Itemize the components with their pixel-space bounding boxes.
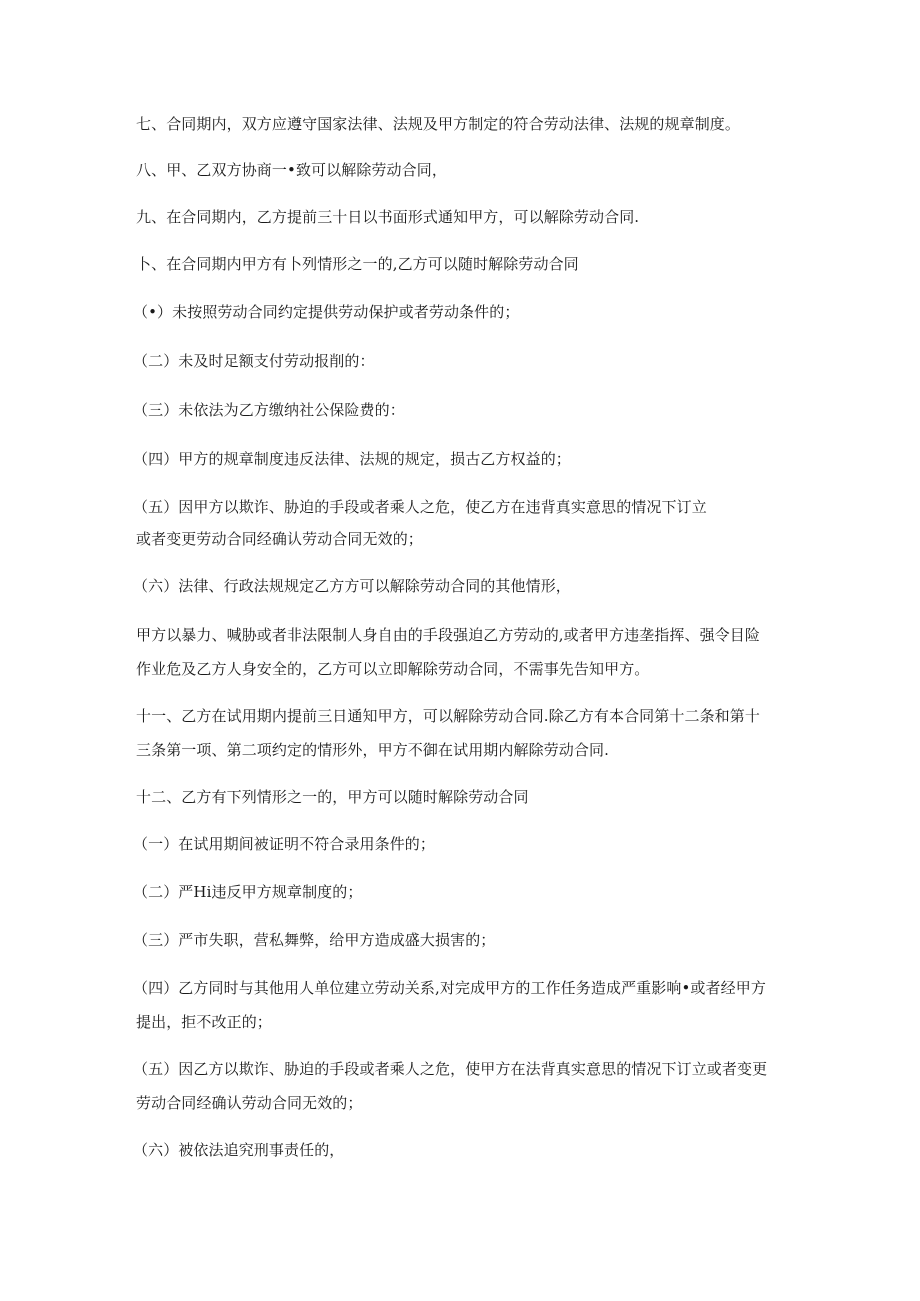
clause-10-item-4: （四）甲方的规章制度违反法律、法规的规定，损古乙方权益的； xyxy=(133,450,571,468)
clause-7: 七、合同期内，双方应遵守国家法律、法规及甲方制定的符合劳动法律、法规的规章制度。 xyxy=(136,115,741,133)
clause-10-paragraph-line-2: 作业危及乙方人身安全的，乙方可以立即解除劳动合同，不需事先告知甲方。 xyxy=(136,660,650,678)
clause-8: 八、甲、乙双方协商一•致可以解除劳动合同， xyxy=(136,161,447,179)
clause-10-paragraph-line-1: 甲方以暴力、喊胁或者非法限制人身自由的手段强迫乙方劳动的,或者甲方违垄指挥、强令目险 xyxy=(136,626,760,644)
clause-12-item-5-line-2: 劳动合同经确认劳动合同无效的； xyxy=(136,1094,363,1112)
clause-10-item-5-line-1: （五）因甲方以欺诈、胁迫的手段或者乘人之危，使乙方在违背真实意思的情况下订立 xyxy=(133,498,707,516)
clause-12-item-5-line-1: （五）因乙方以欺诈、胁迫的手段或者乘人之危，使甲方在法背真实意思的情况下订立或者变更 xyxy=(133,1060,768,1078)
clause-12-item-3: （三）严市失职，营私舞弊，给甲方造成盛大损害的； xyxy=(133,931,496,949)
clause-11-line-2: 三条第一项、第二项约定的情形外，甲方不御在试用期内解除劳动合同. xyxy=(136,741,609,759)
clause-12-item-6: （六）被依法追究刑事责任的， xyxy=(133,1141,345,1159)
clause-12-item-1: （一）在试用期间被证明不符合录用条件的； xyxy=(133,835,436,853)
clause-12-item-4-line-1: （四）乙方同时与其他用人单位建立劳动关系,对完成甲方的工作任务造成严重影响•或者经甲方 xyxy=(133,979,766,997)
clause-12: 十二、乙方有下列情形之一的，甲方可以随时解除劳动合同 xyxy=(136,788,529,806)
clause-9: 九、在合同期内，乙方提前三十日以书面形式通知甲方，可以解除劳动合同. xyxy=(136,208,640,226)
clause-12-item-4-line-2: 提出，拒不改正的； xyxy=(136,1013,272,1031)
clause-10-item-1: （•）未按照劳动合同约定提供劳动保护或者劳动条件的； xyxy=(133,303,520,321)
clause-10-item-5-line-2: 或者变更劳动合同经确认劳动合同无效的； xyxy=(136,530,423,548)
clause-10-item-2: （二）未及时足额支付劳动报削的： xyxy=(133,352,375,370)
clause-10: 卜、在合同期内甲方有卜列情形之一的,乙方可以随时解除劳动合同 xyxy=(136,255,579,273)
clause-10-item-3: （三）未依法为乙方缴纳社公保险费的： xyxy=(133,401,405,419)
clause-12-item-2: （二）严Hi违反甲方规章制度的； xyxy=(133,883,363,901)
clause-10-item-6: （六）法律、行政法规规定乙方方可以解除劳动合同的其他情形， xyxy=(133,577,571,595)
clause-11-line-1: 十一、乙方在试用期内提前三日通知甲方，可以解除劳动合同.除乙方有本合同第十二条和第十 xyxy=(136,707,760,725)
